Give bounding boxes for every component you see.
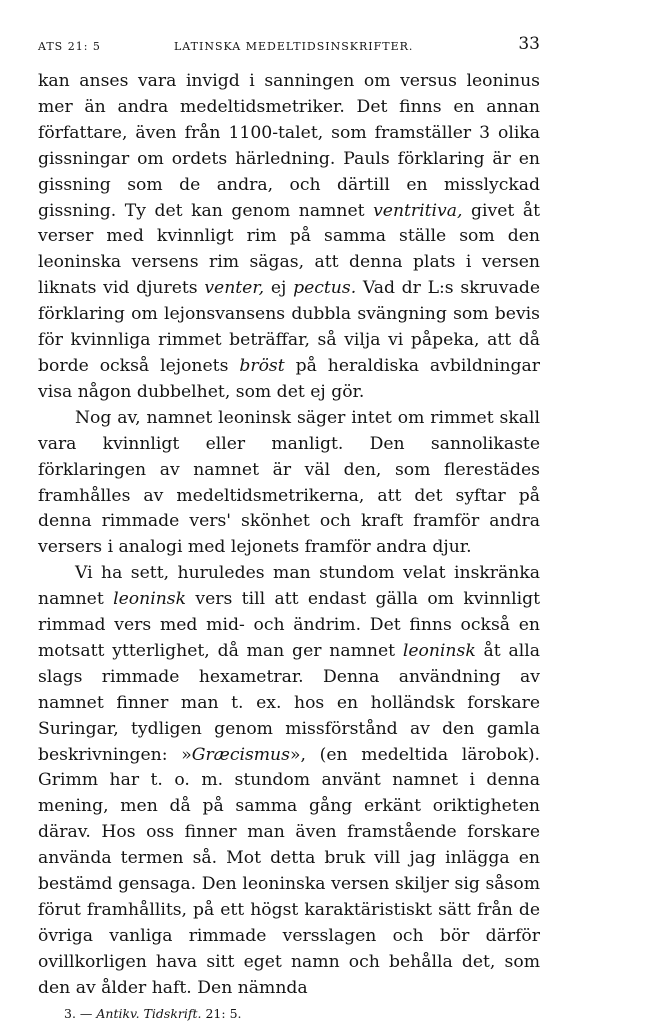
paragraph (38, 69, 540, 406)
paragraph (38, 406, 540, 561)
text-run: Nog av, namnet leoninsk säger intet om rimmet skall vara kvinnligt eller manligt. Den sannolikaste förklaringen av namnet är väl den, som flerestädes framhålles av medeltidsmetrikerna, att det syftar på denna rimmade vers' skönhet och kraft framför andra versers i analogi med lejonets framför andra djur. (38, 407, 540, 558)
text-run: ej (264, 278, 294, 299)
italic-text: leoninsk (113, 589, 187, 610)
signature-line (64, 1006, 540, 1021)
running-head (38, 32, 540, 56)
italic-text: ventritiva, (373, 200, 463, 221)
text-run: Vad dr L:s skruvade förklaring om lejonsvansens dubbla svängning som bevis för kvinnliga rimmet beträffar, så vilja vi påpeka, att då borde också lejonets (38, 278, 540, 376)
text-run: åt alla slags rimmade hexametrar. Denna användning av namnet finner man t. ex. hos en holländsk forskare Suringar, tydligen genom missförstånd av den gamla beskrivningen: » (38, 640, 540, 765)
text-run: Vi ha sett, huruledes man stundom velat inskränka namnet (38, 563, 540, 610)
italic-text: bröst (239, 355, 285, 376)
signature-prefix: 3. — (64, 1005, 97, 1021)
italic-text: leoninsk (402, 640, 476, 661)
signature-journal: Antikv. Tidskrift. (96, 1005, 202, 1021)
running-head-title: LATINSKA MEDELTIDSINSKRIFTER. (174, 40, 414, 53)
text-run: kan anses vara invigd i sanningen om versus leoninus mer än andra medeltidsmetriker. Det finns en annan författare, även från 1100-talet, som framställer 3 olika gissningar om ordets härledning. Pauls förklaring är en gissning som de andra, och därtill en misslyckad gissning. Ty det kan genom namnet (38, 71, 540, 221)
italic-text: pectus. (293, 278, 357, 299)
paragraph (38, 561, 540, 1001)
book-page (38, 32, 540, 1021)
text-run: givet åt verser med kvinnligt rim på samma ställe som den leoninska versens rim sägas, att denna plats i versen liknats vid djurets (38, 200, 540, 299)
running-head-left: ATS 21: 5 (38, 40, 101, 53)
text-run: », (en medeltida lärobok). Grimm har t. o. m. stundom använt namnet i denna mening, men då på samma gång erkänt oriktigheten därav. Hos oss finner man även framstående forskare använda termen så. Mot detta bruk vill jag inlägga en bestämd gensaga. Den leoninska versen skiljer sig såsom förut framhållits, på ett högst karaktäristiskt sätt från de övriga vanliga rimmade versslagen och bör därför ovillkorligen hava sitt eget namn och behålla det, som den av ålder haft. Den nämnda (38, 744, 540, 998)
body-text (38, 69, 540, 1002)
italic-text: venter, (204, 278, 265, 299)
signature-suffix: 21: 5. (201, 1005, 242, 1021)
page-number: 33 (518, 34, 540, 54)
italic-text: Græcismus (191, 744, 290, 765)
text-run: på heraldiska avbildningar visa någon dubbelhet, som det ej gör. (38, 355, 540, 402)
text-run: vers till att endast gälla om kvinnligt rimmad vers med mid- och ändrim. Det finns också en motsatt ytterlighet, då man ger namnet (38, 589, 540, 661)
